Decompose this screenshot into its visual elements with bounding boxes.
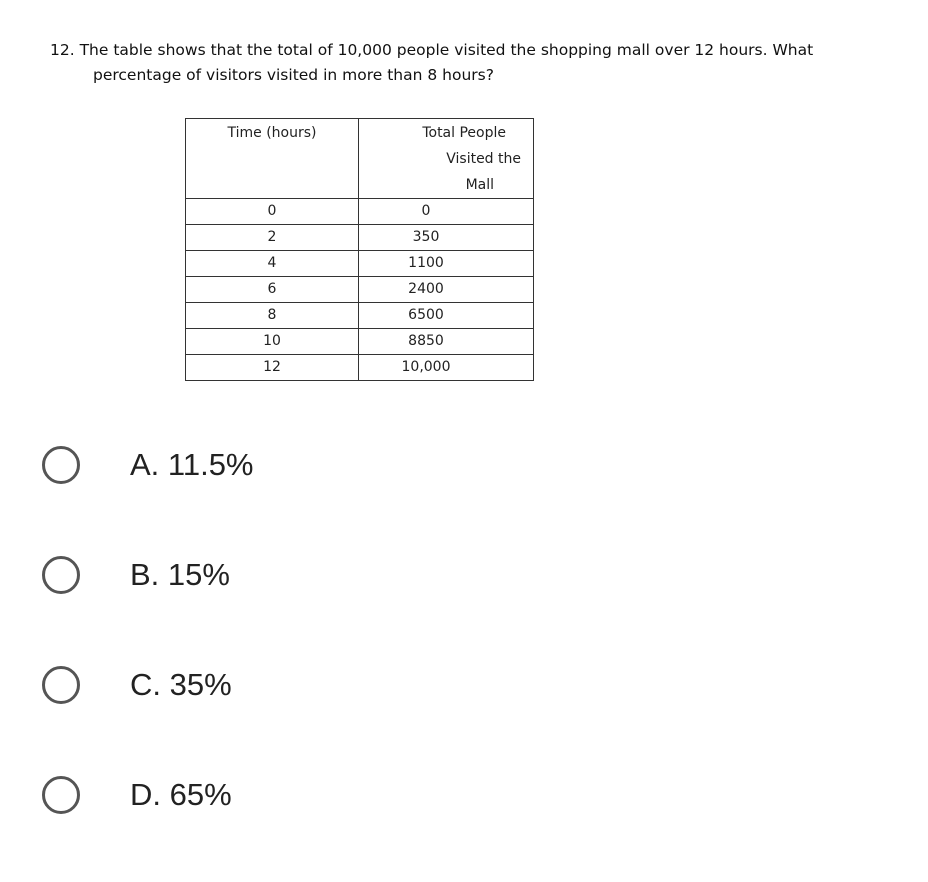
table-row <box>186 329 534 355</box>
option-b-radio[interactable] <box>42 556 80 594</box>
people-cell: 0 <box>359 199 534 225</box>
time-column-header: Time (hours) <box>186 119 359 199</box>
people-cell: 10,000 <box>359 355 534 381</box>
people-cell: 350 <box>359 225 534 251</box>
people-header-line-1: Total People <box>422 125 506 141</box>
question-line-1: 12. The table shows that the total of 10,000 people visited the shopping mall over 12 hours. What <box>50 41 814 59</box>
option-b-label[interactable]: B. 15% <box>130 557 230 592</box>
time-cell: 0 <box>186 199 359 225</box>
table-row <box>186 303 534 329</box>
option-d-radio[interactable] <box>42 776 80 814</box>
option-a-label[interactable]: A. 11.5% <box>130 447 254 482</box>
people-header-line-3: Mall <box>465 177 494 193</box>
time-cell: 2 <box>186 225 359 251</box>
time-cell: 6 <box>186 277 359 303</box>
people-cell: 6500 <box>359 303 534 329</box>
answer-options <box>42 442 542 882</box>
table-row <box>186 355 534 381</box>
option-c[interactable] <box>42 662 542 772</box>
question-line-2: percentage of visitors visited in more than 8 hours? <box>93 66 494 84</box>
option-d[interactable] <box>42 772 542 882</box>
time-cell: 8 <box>186 303 359 329</box>
table-row <box>186 225 534 251</box>
people-column-header <box>359 119 534 199</box>
option-a-radio[interactable] <box>42 446 80 484</box>
option-b[interactable] <box>42 552 542 662</box>
table-header-row <box>186 119 534 199</box>
time-cell: 12 <box>186 355 359 381</box>
people-cell: 1100 <box>359 251 534 277</box>
people-header-line-2: Visited the <box>446 151 521 167</box>
time-cell: 4 <box>186 251 359 277</box>
option-c-label[interactable]: C. 35% <box>130 667 232 702</box>
question-text <box>50 38 910 88</box>
time-cell: 10 <box>186 329 359 355</box>
table-row <box>186 251 534 277</box>
table-row <box>186 199 534 225</box>
people-cell: 8850 <box>359 329 534 355</box>
table-row <box>186 277 534 303</box>
data-table <box>185 118 534 381</box>
people-cell: 2400 <box>359 277 534 303</box>
option-d-label[interactable]: D. 65% <box>130 777 232 812</box>
option-c-radio[interactable] <box>42 666 80 704</box>
option-a[interactable] <box>42 442 542 552</box>
